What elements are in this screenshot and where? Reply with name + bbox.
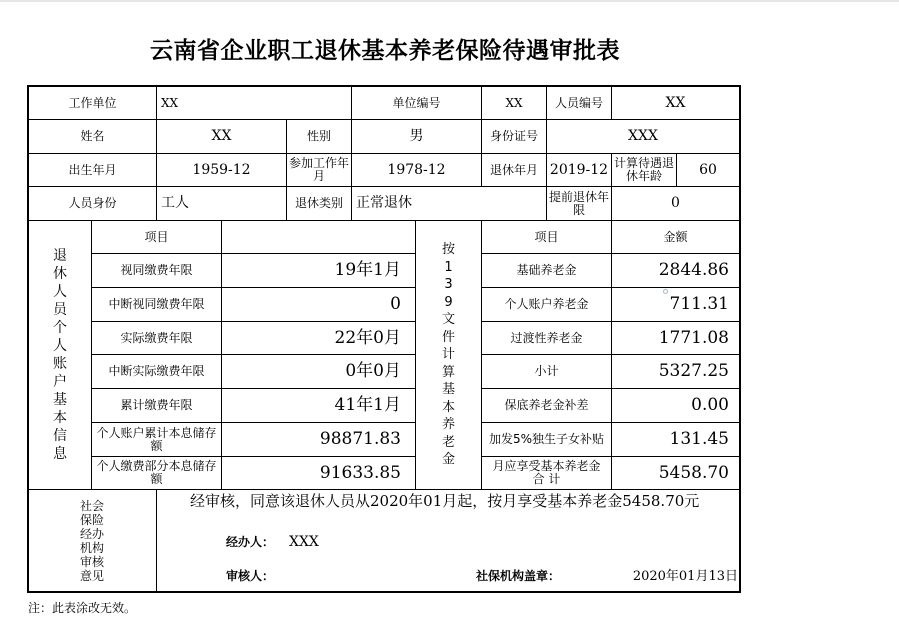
retire-value: 2019-12 — [549, 161, 609, 178]
vertical-char: 算 — [441, 364, 455, 380]
vertical-char: 息 — [53, 446, 67, 462]
early-retire-label: 提前退休年限 — [548, 189, 609, 217]
age-value: 60 — [699, 161, 717, 178]
vertical-char: 员 — [53, 302, 67, 318]
left-row-value: 0年0月 — [345, 361, 401, 381]
vertical-char: 件 — [441, 329, 455, 345]
retire-label: 退休年月 — [489, 162, 538, 177]
identity-label: 人员身份 — [68, 196, 117, 210]
id-label: 身份证号 — [489, 129, 538, 143]
form-border-bottom — [27, 591, 741, 593]
left-row-label: 个人缴费部分本息储存额 — [96, 459, 217, 486]
footnote: 注：此表涂改无效。 — [28, 601, 137, 615]
join-value: 1978-12 — [387, 161, 446, 178]
right-row-label: 过渡性养老金 — [510, 330, 583, 345]
name-label: 姓名 — [80, 129, 105, 143]
left-item-header: 项目 — [144, 229, 169, 244]
handler-value: XXX — [289, 533, 319, 550]
vertical-char: 人 — [53, 338, 67, 354]
left-row-label: 中断实际缴费年限 — [108, 364, 205, 378]
right-row-value: 1771.08 — [658, 327, 729, 348]
early-retire-value: 0 — [671, 195, 680, 211]
vertical-char: 信 — [53, 428, 67, 444]
right-row-value: 0.00 — [691, 395, 729, 415]
retire-type-label: 退休类别 — [294, 196, 343, 210]
left-row-label: 中断视同缴费年限 — [108, 297, 205, 311]
birth-value: 1959-12 — [192, 161, 251, 178]
right-amount-header: 金额 — [663, 229, 688, 244]
right-row-label: 月应享受基本养老金合 计 — [492, 459, 601, 486]
person-no-label: 人员编号 — [554, 95, 603, 110]
right-row-value: 2844.86 — [658, 260, 729, 280]
age-label: 计算待遇退休年龄 — [613, 156, 674, 183]
handler-label: 经办人： — [226, 534, 275, 549]
left-row-value: 0 — [390, 294, 401, 314]
work-unit-value: XX — [161, 95, 179, 110]
right-row-value: 711.31 — [669, 294, 729, 314]
retire-type-value: 正常退休 — [356, 195, 412, 211]
vertical-char: 账 — [53, 356, 67, 372]
stray-circle-mark — [663, 289, 668, 294]
right-row-label: 保底养老金补差 — [504, 398, 589, 412]
gender-label: 性别 — [306, 129, 331, 143]
vertical-char: 老 — [441, 434, 455, 450]
right-row-label: 个人账户养老金 — [504, 297, 589, 311]
left-row-value: 98871.83 — [319, 429, 401, 449]
left-row-label: 个人账户累计本息储存额 — [96, 425, 217, 453]
left-row-label: 累计缴费年限 — [120, 398, 193, 412]
left-value-header — [222, 221, 415, 253]
reviewer-label: 审核人： — [226, 568, 275, 583]
form-border-right — [739, 85, 741, 593]
top-divider — [0, 0, 899, 2]
vertical-char: 按 — [441, 242, 455, 258]
identity-value: 工人 — [161, 195, 189, 211]
join-label: 参加工作年月 — [288, 156, 349, 183]
vertical-char: 户 — [53, 374, 67, 390]
account-info-side-label — [29, 221, 91, 489]
form-title: 云南省企业职工退休基本养老保险待遇审批表 — [150, 38, 620, 64]
vertical-char: 文 — [441, 312, 455, 328]
unit-no-value: XX — [505, 95, 523, 110]
left-row-value: 19年1月 — [334, 260, 401, 280]
name-value: XX — [211, 128, 232, 144]
unit-no-label: 单位编号 — [392, 95, 441, 110]
vertical-char: 9 — [444, 294, 453, 310]
vertical-char: 基 — [441, 382, 455, 398]
id-value: XXX — [628, 128, 658, 144]
right-row-label: 基础养老金 — [516, 263, 577, 277]
gender-value: 男 — [409, 128, 424, 144]
vertical-char: 休 — [53, 266, 67, 282]
right-row-value: 5327.25 — [658, 361, 729, 381]
person-no-value: XX — [665, 94, 686, 111]
vertical-char: 养 — [441, 417, 455, 433]
vertical-char: 1 — [444, 259, 453, 275]
vertical-char: 3 — [444, 277, 453, 293]
right-row-label: 加发5%独生子女补贴 — [488, 432, 605, 446]
approval-opinion: 经审核，同意该退休人员从2020年01月起，按月享受基本养老金5458.70元 — [190, 491, 700, 510]
vertical-char: 退 — [53, 248, 67, 264]
left-row-value: 22年0月 — [334, 327, 401, 348]
vertical-char: 金 — [441, 452, 455, 468]
vertical-char: 本 — [53, 410, 67, 426]
right-row-label: 小计 — [534, 364, 559, 378]
seal-label: 社保机构盖章： — [476, 568, 561, 583]
col-line — [156, 490, 157, 592]
work-unit-label: 工作单位 — [68, 95, 117, 110]
vertical-char: 基 — [53, 392, 67, 408]
left-row-label: 实际缴费年限 — [120, 330, 193, 345]
vertical-char: 个 — [53, 320, 67, 336]
vertical-char: 本 — [441, 399, 455, 415]
right-item-header: 项目 — [534, 229, 559, 244]
left-row-value: 41年1月 — [334, 395, 401, 415]
right-row-value: 131.45 — [669, 429, 729, 449]
vertical-char: 计 — [441, 347, 455, 363]
approval-date: 2020年01月13日 — [632, 568, 738, 584]
calc-basis-side-label — [416, 221, 481, 489]
right-row-value: 5458.70 — [658, 462, 729, 483]
vertical-char: 人 — [53, 284, 67, 300]
approval-side-label: 社会保险经办机构审核意见 — [79, 498, 104, 583]
birth-label: 出生年月 — [68, 162, 117, 177]
left-row-value: 91633.85 — [319, 462, 401, 483]
left-row-label: 视同缴费年限 — [120, 263, 193, 277]
